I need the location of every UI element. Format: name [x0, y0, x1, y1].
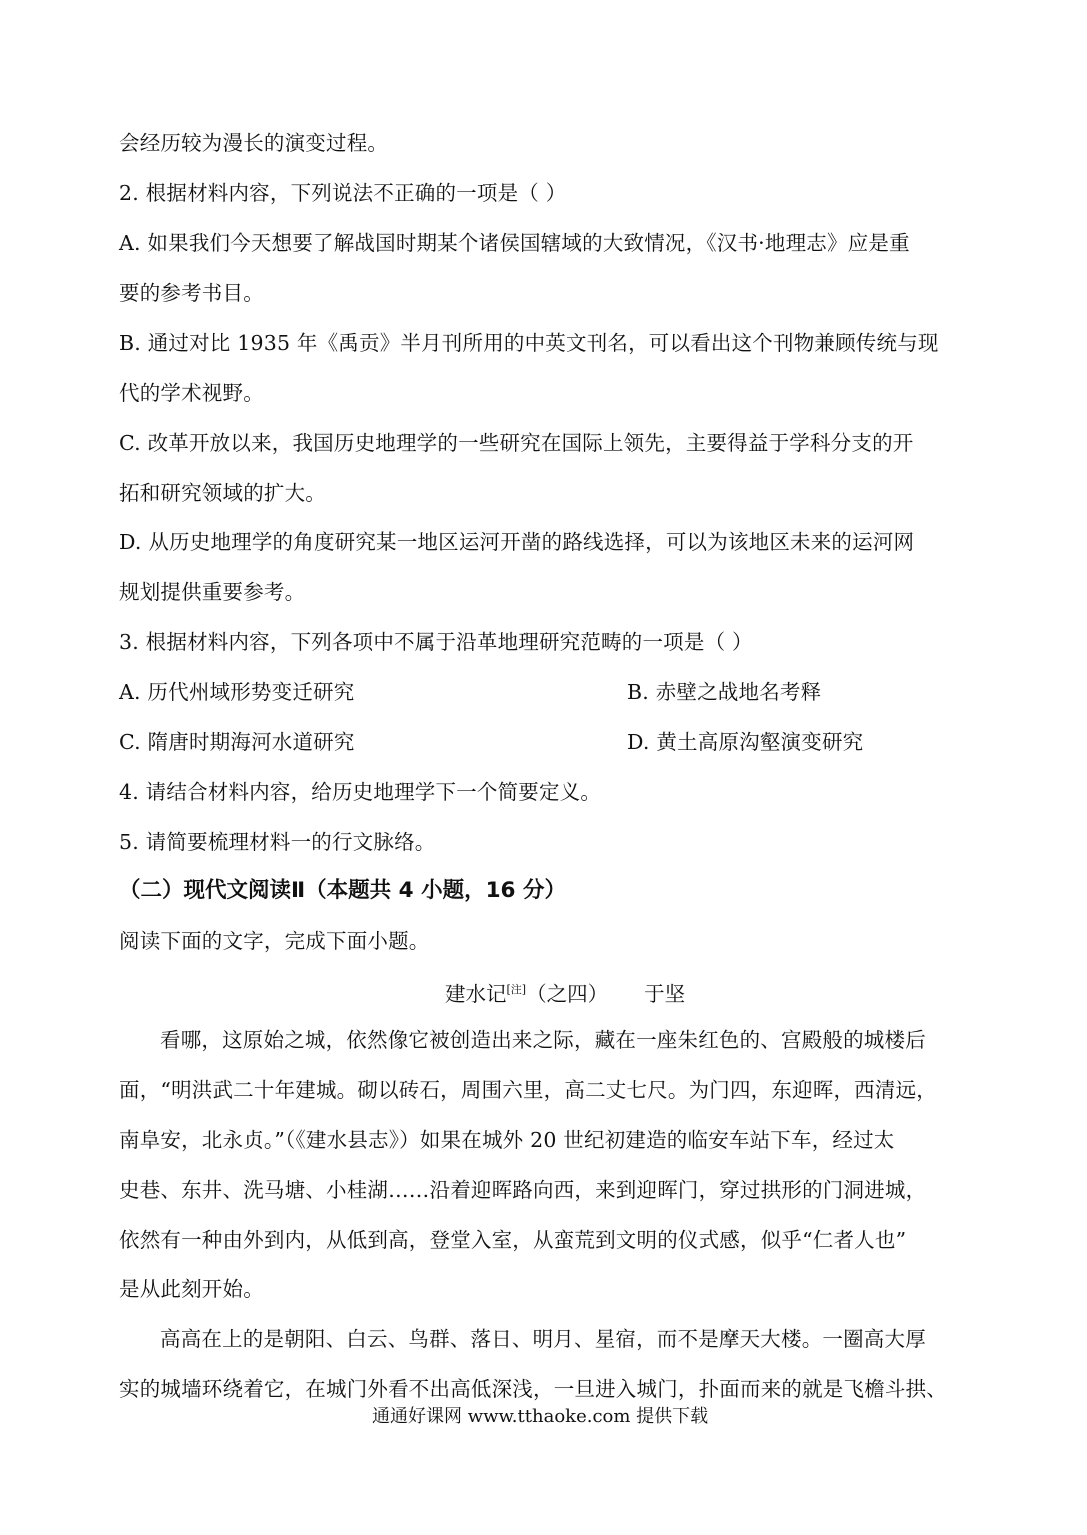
q3-option-a: A. 历代州域形势变迁研究	[119, 680, 355, 704]
passage-line: 史巷、东井、洗马塘、小桂湖……沿着迎晖路向西，来到迎晖门，穿过拱形的门洞进城，	[119, 1178, 927, 1202]
section-instruction: 阅读下面的文字，完成下面小题。	[119, 929, 430, 953]
passage-line: 依然有一种由外到内，从低到高，登堂入室，从蛮荒到文明的仪式感，似乎“仁者人也”	[119, 1228, 907, 1252]
question-3: 3. 根据材料内容，下列各项中不属于沿革地理研究范畴的一项是（ ）	[119, 630, 753, 654]
option-a-line2: 要的参考书目。	[119, 281, 264, 305]
option-b-line1: B. 通过对比 1935 年《禹贡》半月刊所用的中英文刊名，可以看出这个刊物兼顾传统与现	[119, 331, 939, 355]
page-footer: 通通好课网 www.tthaoke.com 提供下载	[372, 1406, 709, 1427]
question-2: 2. 根据材料内容，下列说法不正确的一项是（ ）	[119, 181, 567, 205]
passage-line: 高高在上的是朝阳、白云、鸟群、落日、明月、星宿，而不是摩天大楼。一圈高大厚	[160, 1327, 926, 1351]
title-suffix: （之四）	[526, 982, 609, 1006]
passage-line: 南阜安，北永贞。”（《建水县志》）如果在城外 20 世纪初建造的临安车站下车，经过太	[119, 1128, 895, 1152]
question-4: 4. 请结合材料内容，给历史地理学下一个简要定义。	[119, 780, 602, 804]
text-line: 会经历较为漫长的演变过程。	[119, 131, 389, 155]
option-d-line2: 规划提供重要参考。	[119, 580, 306, 604]
passage-line: 面，“明洪武二十年建城。砌以砖石，周围六里，高二丈七尺。为门四，东迎晖，西清远，	[119, 1078, 937, 1102]
author-name: 于坚	[644, 982, 686, 1006]
title-text: 建水记	[445, 982, 507, 1006]
title-footnote-mark: [注]	[506, 983, 527, 996]
q3-option-d: D. 黄土高原沟壑演变研究	[627, 730, 864, 754]
passage-line: 是从此刻开始。	[119, 1277, 264, 1301]
option-c-line1: C. 改革开放以来，我国历史地理学的一些研究在国际上领先，主要得益于学科分支的开	[119, 431, 914, 455]
option-d-line1: D. 从历史地理学的角度研究某一地区运河开凿的路线选择，可以为该地区未来的运河网	[119, 530, 915, 554]
option-c-line2: 拓和研究领域的扩大。	[119, 481, 326, 505]
q3-option-b: B. 赤壁之战地名考释	[627, 680, 822, 704]
passage-title	[445, 975, 685, 1009]
section-heading: （二）现代文阅读Ⅱ（本题共 4 小题，16 分）	[119, 878, 566, 903]
passage-line: 看哪，这原始之城，依然像它被创造出来之际，藏在一座朱红色的、宫殿般的城楼后	[160, 1028, 926, 1052]
q3-option-c: C. 隋唐时期海河水道研究	[119, 730, 355, 754]
option-b-line2: 代的学术视野。	[119, 381, 264, 405]
option-a-line1: A. 如果我们今天想要了解战国时期某个诸侯国辖域的大致情况，《汉书·地理志》应是重	[119, 231, 910, 255]
question-5: 5. 请简要梳理材料一的行文脉络。	[119, 830, 436, 854]
passage-line: 实的城墙环绕着它，在城门外看不出高低深浅，一旦进入城门，扑面而来的就是飞檐斗拱、	[119, 1377, 947, 1401]
